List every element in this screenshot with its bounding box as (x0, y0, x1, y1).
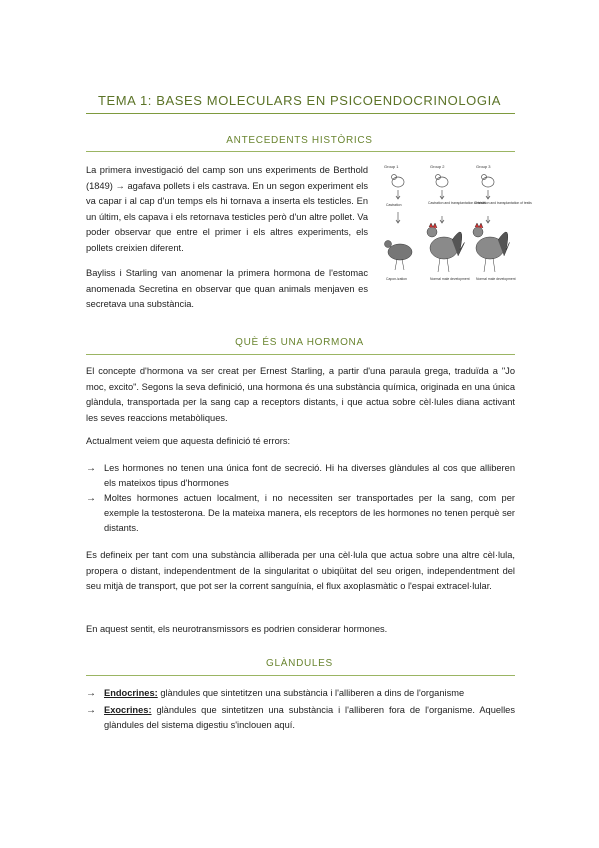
section-heading-hormona: QUÈ ÉS UNA HORMONA (235, 337, 364, 348)
chick-icon-1 (392, 177, 404, 187)
section-divider (86, 675, 515, 676)
bullet-item: Les hormones no tenen una única font de secreció. Hi ha diverses glàndules al cos que alliberen els mateixos tipus d'hormones (104, 463, 515, 488)
capon-icon (388, 244, 412, 260)
paragraph-modern-definition: Es defineix per tant com una substància alliberada per una cèl·lula que actua sobre una altre cèl·lula, propera o distant, independentment de la singularitat o ubiqüitat del seu origen, independentment del seu mitjà de transport, que pot ser la corrent sanguínia, el flux axoplasmàtic o l'espai extracel·lular. (86, 550, 515, 591)
figure-outcome-1: Capon-ization (386, 277, 407, 281)
gland-term: Endocrines: (104, 688, 158, 698)
gland-item-exocrines (104, 703, 515, 733)
gland-description: glàndules que sintetitzen una substància i l'alliberen a dins de l'organisme (157, 688, 465, 698)
figure-outcome-3: Normal male development (476, 277, 516, 281)
title-divider (86, 113, 515, 114)
paragraph-bayliss-starling: Bayliss i Starling van anomenar la primera hormona de l'estomac anomenada Secretina en observar que quan animals menjaven es secretava una substància. (86, 268, 368, 309)
document-title: TEMA 1: BASES MOLECULARS EN PSICOENDOCRINOLOGIA (97, 93, 502, 108)
rooster-experiment-illustration (380, 160, 532, 290)
bullet-arrow-icon: → (86, 493, 96, 504)
section-divider (86, 151, 515, 152)
bullet-arrow-icon: → (86, 463, 96, 474)
chick-icon-2 (436, 177, 448, 187)
section-divider (86, 354, 515, 355)
paragraph-berthold: La primera investigació del camp son uns experiments de Berthold (1849) → agafava pollets i els castrava. En un segon experiment els va capar i al cap d'un temps els hi tornava a inserta els testicles. En un últim, els capava i els retornava testicles però d'un altre pollet. Va poder observar que entre el primer i els altres experiments, els pollets creixien diferent. (86, 165, 368, 253)
figure-step-3: Castration and transplantation of testis (474, 201, 532, 205)
figure-group-1-label: Group 1 (384, 164, 399, 169)
paragraph-starling-definition: El concepte d'hormona va ser creat per Ernest Starling, a partir d'una paraula grega, traduïda a "Jo moc, excito". Segons la seva definició, una hormona és una substància química, originada en una única glàndula, transportada per la sang cap a receptors distants, i que actua sobre cèl·lules diana activant les seves reaccions metabòliques. (86, 366, 515, 423)
figure-step-2: Castration and transplantation of testis (428, 201, 486, 205)
bullet-arrow-icon: → (86, 705, 96, 716)
gland-term: Exocrines: (104, 705, 152, 715)
bullet-arrow-icon: → (86, 688, 96, 699)
paragraph-neurotransmitters: En aquest sentit, els neurotransmissors es podrien considerar hormones. (86, 624, 388, 634)
gland-item-endocrines (104, 686, 515, 701)
figure-group-3-label: Group 3 (476, 164, 491, 169)
section-heading-antecedents: ANTECEDENTS HISTÒRICS (226, 135, 373, 146)
section-heading-glandules: GLÀNDULES (266, 658, 333, 669)
gland-description: glàndules que sintetitzen una substància i l'alliberen fora de l'organisme. Aquelles glàndules del sistema digestiu s'inclouen aquí. (104, 705, 515, 730)
figure-step-1: Castration (386, 203, 402, 207)
figure-group-2-label: Group 2 (430, 164, 445, 169)
chick-icon-3 (482, 177, 494, 187)
paragraph-errors-intro: Actualment veiem que aquesta definició té errors: (86, 436, 291, 446)
figure-outcome-2: Normal male development (430, 277, 470, 281)
bullet-item: Moltes hormones actuen localment, i no necessiten ser transportades per la sang, com per exemple la testosterona. De la mateixa manera, els receptors de les hormones no tenen perquè ser distants. (104, 493, 515, 533)
